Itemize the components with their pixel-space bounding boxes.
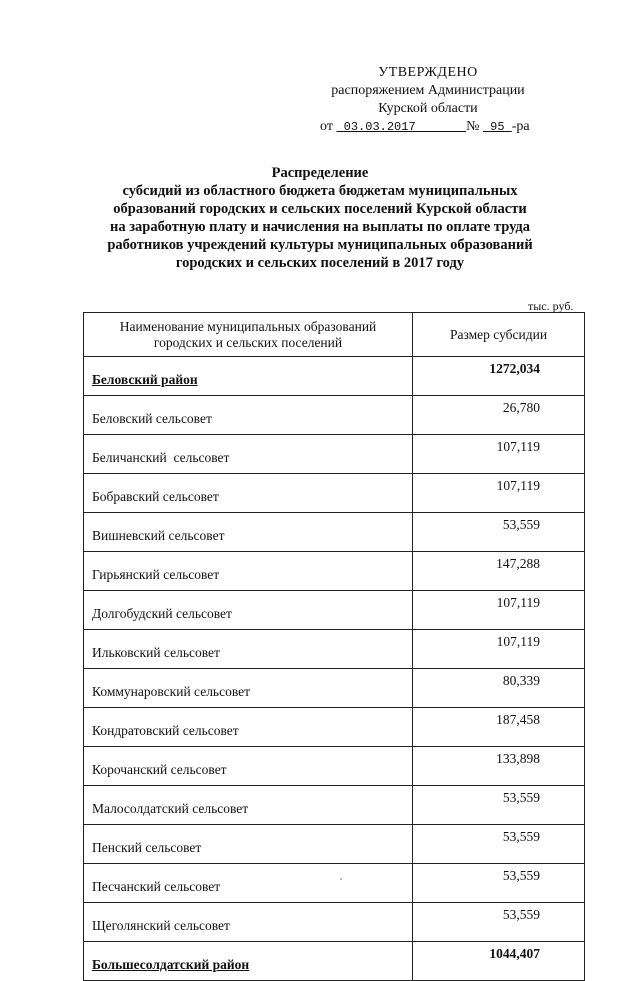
approval-from-label: от <box>320 119 333 134</box>
row-name: Гирьянский сельсовет <box>84 552 413 591</box>
row-amount: 53,559 <box>413 903 585 942</box>
row-name: Большесолдатский район <box>92 957 250 972</box>
row-name: Пенский сельсовет <box>84 825 413 864</box>
table-row <box>84 435 585 474</box>
approval-date-number <box>318 118 538 136</box>
table-row <box>84 903 585 942</box>
row-amount: 53,559 <box>413 786 585 825</box>
header-amount: Размер субсидии <box>413 313 585 357</box>
row-amount: 133,898 <box>413 747 585 786</box>
row-amount: 80,339 <box>413 669 585 708</box>
title-line-6: городских и сельских поселений в 2017 году <box>175 255 465 271</box>
row-name: Коммунаровский сельсовет <box>84 669 413 708</box>
row-name: Щеголянский сельсовет <box>84 903 413 942</box>
unit-label: тыс. руб. <box>528 299 574 313</box>
row-name: Малосолдатский сельсовет <box>84 786 413 825</box>
title-line-2: субсидий из областного бюджета бюджетам муниципальных <box>122 183 518 199</box>
approval-number-label: № <box>466 119 480 134</box>
subsidy-table <box>83 312 585 981</box>
row-name: Кондратовский сельсовет <box>84 708 413 747</box>
approval-line-1: распоряжением Администрации <box>331 83 525 98</box>
table-row <box>84 357 585 396</box>
row-amount: 53,559 <box>413 513 585 552</box>
row-amount: 107,119 <box>413 591 585 630</box>
table-row <box>84 513 585 552</box>
table-row <box>84 591 585 630</box>
header-name: Наименование муниципальных образований городских и сельских поселений <box>84 313 413 357</box>
row-name: Ильковский сельсовет <box>84 630 413 669</box>
row-name: Долгобудский сельсовет <box>84 591 413 630</box>
row-name: Беловский район <box>92 372 198 387</box>
row-amount: 187,458 <box>413 708 585 747</box>
approval-suffix: -ра <box>511 119 530 134</box>
table-row <box>84 669 585 708</box>
approval-line-2: Курской области <box>378 101 478 116</box>
row-name: Беличанский сельсовет <box>84 435 413 474</box>
row-amount: 1272,034 <box>413 357 585 396</box>
row-name: Вишневский сельсовет <box>84 513 413 552</box>
approval-stamp <box>318 64 538 136</box>
document-title <box>70 164 570 272</box>
table-row <box>84 747 585 786</box>
scan-speck <box>340 878 342 880</box>
table-row <box>84 396 585 435</box>
row-amount: 107,119 <box>413 630 585 669</box>
table-row <box>84 786 585 825</box>
row-name: Песчанский сельсовет <box>84 864 413 903</box>
table-row <box>84 630 585 669</box>
row-amount: 53,559 <box>413 825 585 864</box>
row-amount: 107,119 <box>413 435 585 474</box>
row-amount: 53,559 <box>413 864 585 903</box>
row-amount: 1044,407 <box>413 942 585 981</box>
table-header-row <box>84 313 585 357</box>
table-row <box>84 864 585 903</box>
title-line-4: на заработную плату и начисления на выплаты по оплате труда <box>110 219 530 235</box>
table-row <box>84 552 585 591</box>
title-line-1: Распределение <box>271 165 369 181</box>
table-row <box>84 708 585 747</box>
row-name: Бобравский сельсовет <box>84 474 413 513</box>
title-line-3: образований городских и сельских поселений Курской области <box>113 201 527 217</box>
table-row <box>84 825 585 864</box>
table-row <box>84 942 585 981</box>
row-amount: 147,288 <box>413 552 585 591</box>
row-name: Беловский сельсовет <box>84 396 413 435</box>
approval-date: 03.03.2017 <box>343 120 416 134</box>
row-amount: 107,119 <box>413 474 585 513</box>
row-amount: 26,780 <box>413 396 585 435</box>
approval-number: 95 <box>490 120 505 134</box>
approval-heading: УТВЕРЖДЕНО <box>378 65 478 80</box>
row-name: Корочанский сельсовет <box>84 747 413 786</box>
title-line-5: работников учреждений культуры муниципальных образований <box>107 237 533 253</box>
table-row <box>84 474 585 513</box>
